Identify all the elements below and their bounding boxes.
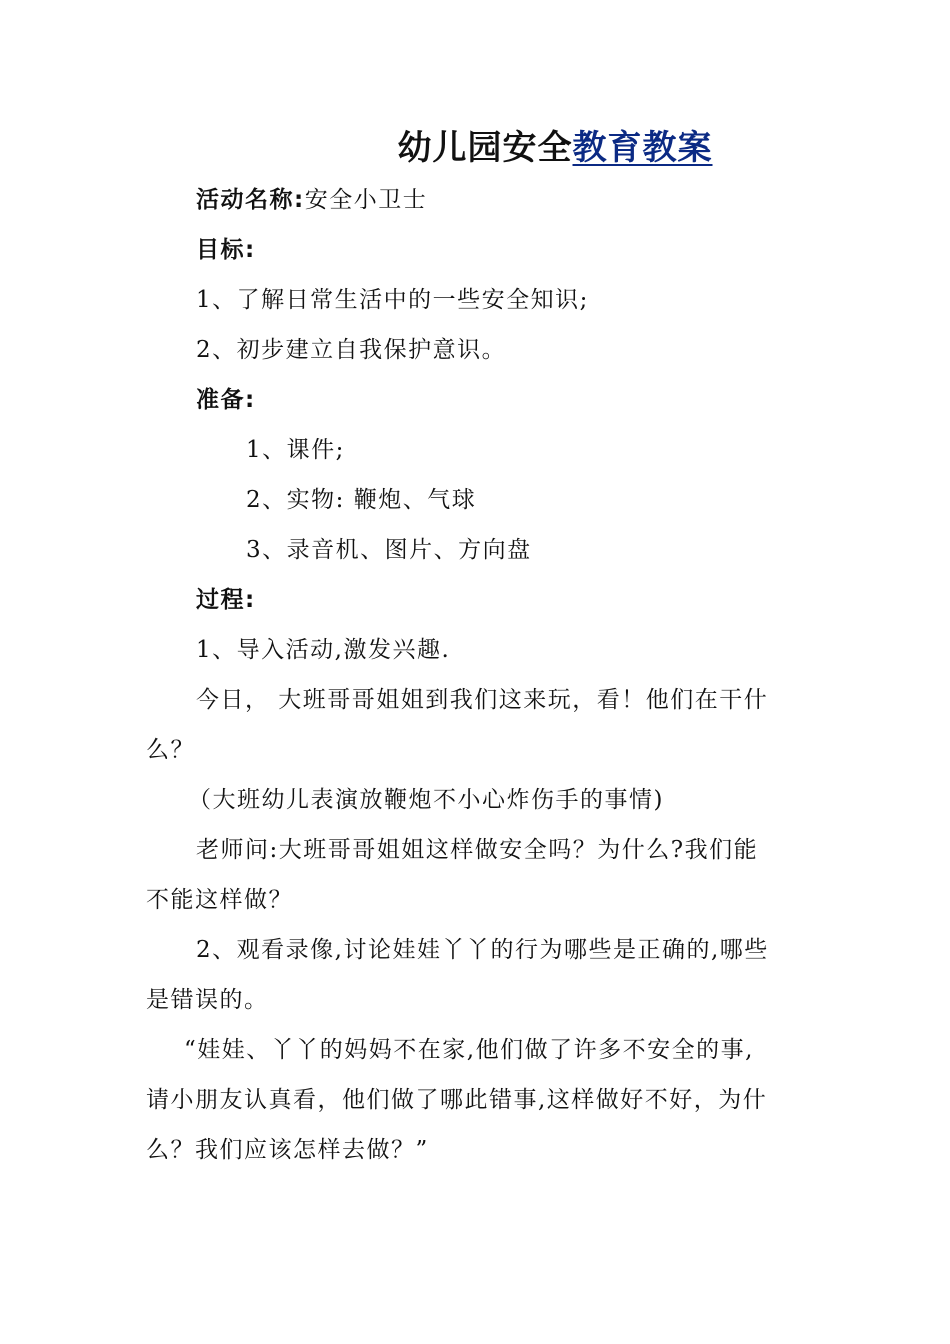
title-link[interactable]: 教育教案 — [572, 128, 713, 168]
paragraph-line: 今日， 大班哥哥姐姐到我们这来玩，看！他们在干什 — [196, 687, 769, 713]
prep-item: 2、实物: 鞭炮、气球 — [246, 487, 477, 513]
process-step: 1、导入活动,激发兴趣. — [196, 637, 451, 663]
prep-heading: 准备: — [196, 387, 256, 413]
goal-item: 2、初步建立自我保护意识。 — [196, 337, 507, 363]
paragraph-line: 2、观看录像,讨论娃娃丫丫的行为哪些是正确的,哪些 — [196, 937, 769, 963]
process-heading: 过程: — [196, 587, 256, 613]
goals-heading: 目标: — [196, 237, 256, 263]
paragraph-line: 么？ — [146, 737, 195, 763]
paragraph-line: 请小朋友认真看，他们做了哪此错事,这样做好不好，为什 — [146, 1087, 768, 1113]
document-title — [0, 124, 950, 172]
activity-name-line — [196, 180, 427, 220]
activity-name-label: 活动名称: — [196, 187, 305, 213]
activity-name-value: 安全小卫士 — [304, 187, 428, 213]
paragraph-line: “娃娃、丫丫的妈妈不在家,他们做了许多不安全的事, — [184, 1037, 754, 1063]
paragraph-line: 不能这样做？ — [146, 887, 293, 913]
prep-item: 1、课件; — [246, 437, 345, 463]
paragraph-line: 是错误的。 — [146, 987, 269, 1013]
prep-item: 3、录音机、图片、方向盘 — [246, 537, 532, 563]
paragraph-line: 么？我们应该怎样去做？” — [146, 1137, 429, 1163]
goal-item: 1、了解日常生活中的一些安全知识; — [196, 287, 589, 313]
paragraph-line: （大班幼儿表演放鞭炮不小心炸伤手的事情) — [188, 787, 664, 813]
title-text: 幼儿园安全 — [397, 128, 573, 168]
paragraph-line: 老师问:大班哥哥姐姐这样做安全吗？为什么?我们能 — [196, 837, 759, 863]
